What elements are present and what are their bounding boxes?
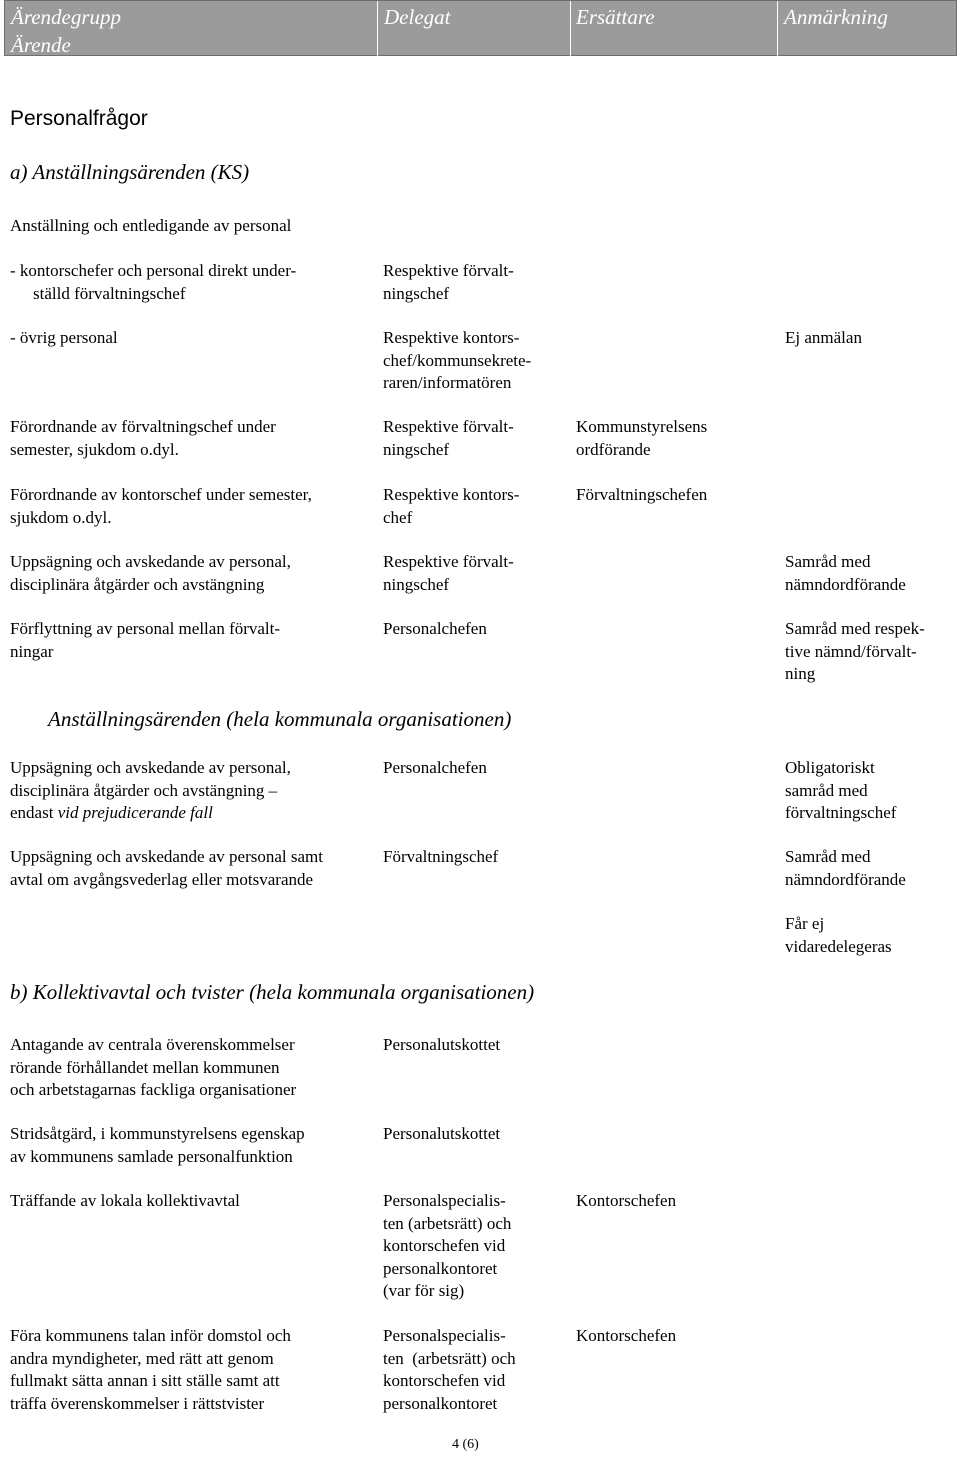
subsection-whole-org-title: Anställningsärenden (hela kommunala organisationen) xyxy=(48,707,512,731)
row-arende: Träffande av lokala kollektivavtal xyxy=(10,1191,240,1210)
row-delegat: Personalspecialis- ten (arbetsrätt) och kontorschefen vid personalkontoret xyxy=(383,1326,516,1413)
row-arende: Antagande av centrala överenskommelser rörande förhållandet mellan kommunen och arbetstagarnas fackliga organisationer xyxy=(10,1035,297,1099)
row-delegat: Personalutskottet xyxy=(383,1124,501,1143)
row-anmarkning: Samråd med respek- tive nämnd/förvalt- ning xyxy=(785,619,925,683)
row-arende: Uppsägning och avskedande av personal samt avtal om avgångsvederlag eller motsvarande xyxy=(10,847,323,889)
header-divider xyxy=(570,1,571,57)
row-anmarkning: Ej anmälan xyxy=(785,328,862,347)
row-arende: Uppsägning och avskedande av personal, disciplinära åtgärder och avstängning – endast vid prejudicerande fall xyxy=(10,758,291,822)
row-ersattare: Kontorschefen xyxy=(576,1191,677,1210)
subsection-b-title: b) Kollektivavtal och tvister (hela kommunala organisationen) xyxy=(10,980,535,1004)
row-ersattare: Förvaltningschefen xyxy=(576,485,708,504)
row-anmarkning: Samråd med nämndordförande xyxy=(785,552,906,594)
intro-text: Anställning och entledigande av personal xyxy=(10,216,292,235)
header-arende: Ärende xyxy=(11,33,71,57)
header-divider xyxy=(377,1,378,57)
row-delegat: Respektive förvalt- ningschef xyxy=(383,261,514,303)
row-delegat: Personalspecialis- ten (arbetsrätt) och kontorschefen vid personalkontoret (var för sig) xyxy=(383,1191,512,1300)
row-anmarkning: Obligatoriskt samråd med förvaltningschef xyxy=(785,758,897,822)
row-delegat: Respektive kontors- chef/kommunsekrete- raren/informatören xyxy=(383,328,532,392)
section-title: Personalfrågor xyxy=(10,107,148,130)
header-delegat: Delegat xyxy=(384,5,451,29)
row-delegat: Respektive förvalt- ningschef xyxy=(383,552,514,594)
row-arende: Stridsåtgärd, i kommunstyrelsens egenskap av kommunens samlade personalfunktion xyxy=(10,1124,305,1166)
row-anmarkning: Samråd med nämndordförande xyxy=(785,847,906,889)
header-arende-column xyxy=(11,1,121,57)
row-delegat: Respektive kontors- chef xyxy=(383,485,520,527)
row-arende: Förflyttning av personal mellan förvalt- ningar xyxy=(10,619,281,661)
subsection-a-title: a) Anställningsärenden (KS) xyxy=(10,160,250,184)
row-delegat: Personalutskottet xyxy=(383,1035,501,1054)
row-arende: Uppsägning och avskedande av personal, disciplinära åtgärder och avstängning xyxy=(10,552,291,594)
header-ersattare: Ersättare xyxy=(576,5,655,29)
row-delegat: Personalchefen xyxy=(383,619,487,638)
row-arende: - kontorschefer och personal direkt under- ställd förvaltningschef xyxy=(10,261,297,303)
page-number: 4 (6) xyxy=(452,1437,479,1452)
header-anmarkning: Anmärkning xyxy=(784,5,888,29)
row-note: Får ej vidaredelegeras xyxy=(785,914,892,956)
row-delegat: Respektive förvalt- ningschef xyxy=(383,417,514,459)
row-ersattare: Kommunstyrelsens ordförande xyxy=(576,417,708,459)
row-arende: Förordnande av kontorschef under semester, sjukdom o.dyl. xyxy=(10,485,312,527)
row-delegat: Förvaltningschef xyxy=(383,847,499,866)
header-arendegrupp: Ärendegrupp xyxy=(11,5,122,29)
table-header xyxy=(4,0,957,56)
row-arende: Förordnande av förvaltningschef under semester, sjukdom o.dyl. xyxy=(10,417,276,459)
header-divider xyxy=(777,1,778,57)
row-ersattare: Kontorschefen xyxy=(576,1326,677,1345)
row-arende: - övrig personal xyxy=(10,328,118,347)
row-arende: Föra kommunens talan inför domstol och andra myndigheter, med rätt att genom fullmakt sätta annan i sitt ställe samt att träffa överenskommelser i rättstvister xyxy=(10,1326,291,1413)
row-delegat: Personalchefen xyxy=(383,758,487,777)
